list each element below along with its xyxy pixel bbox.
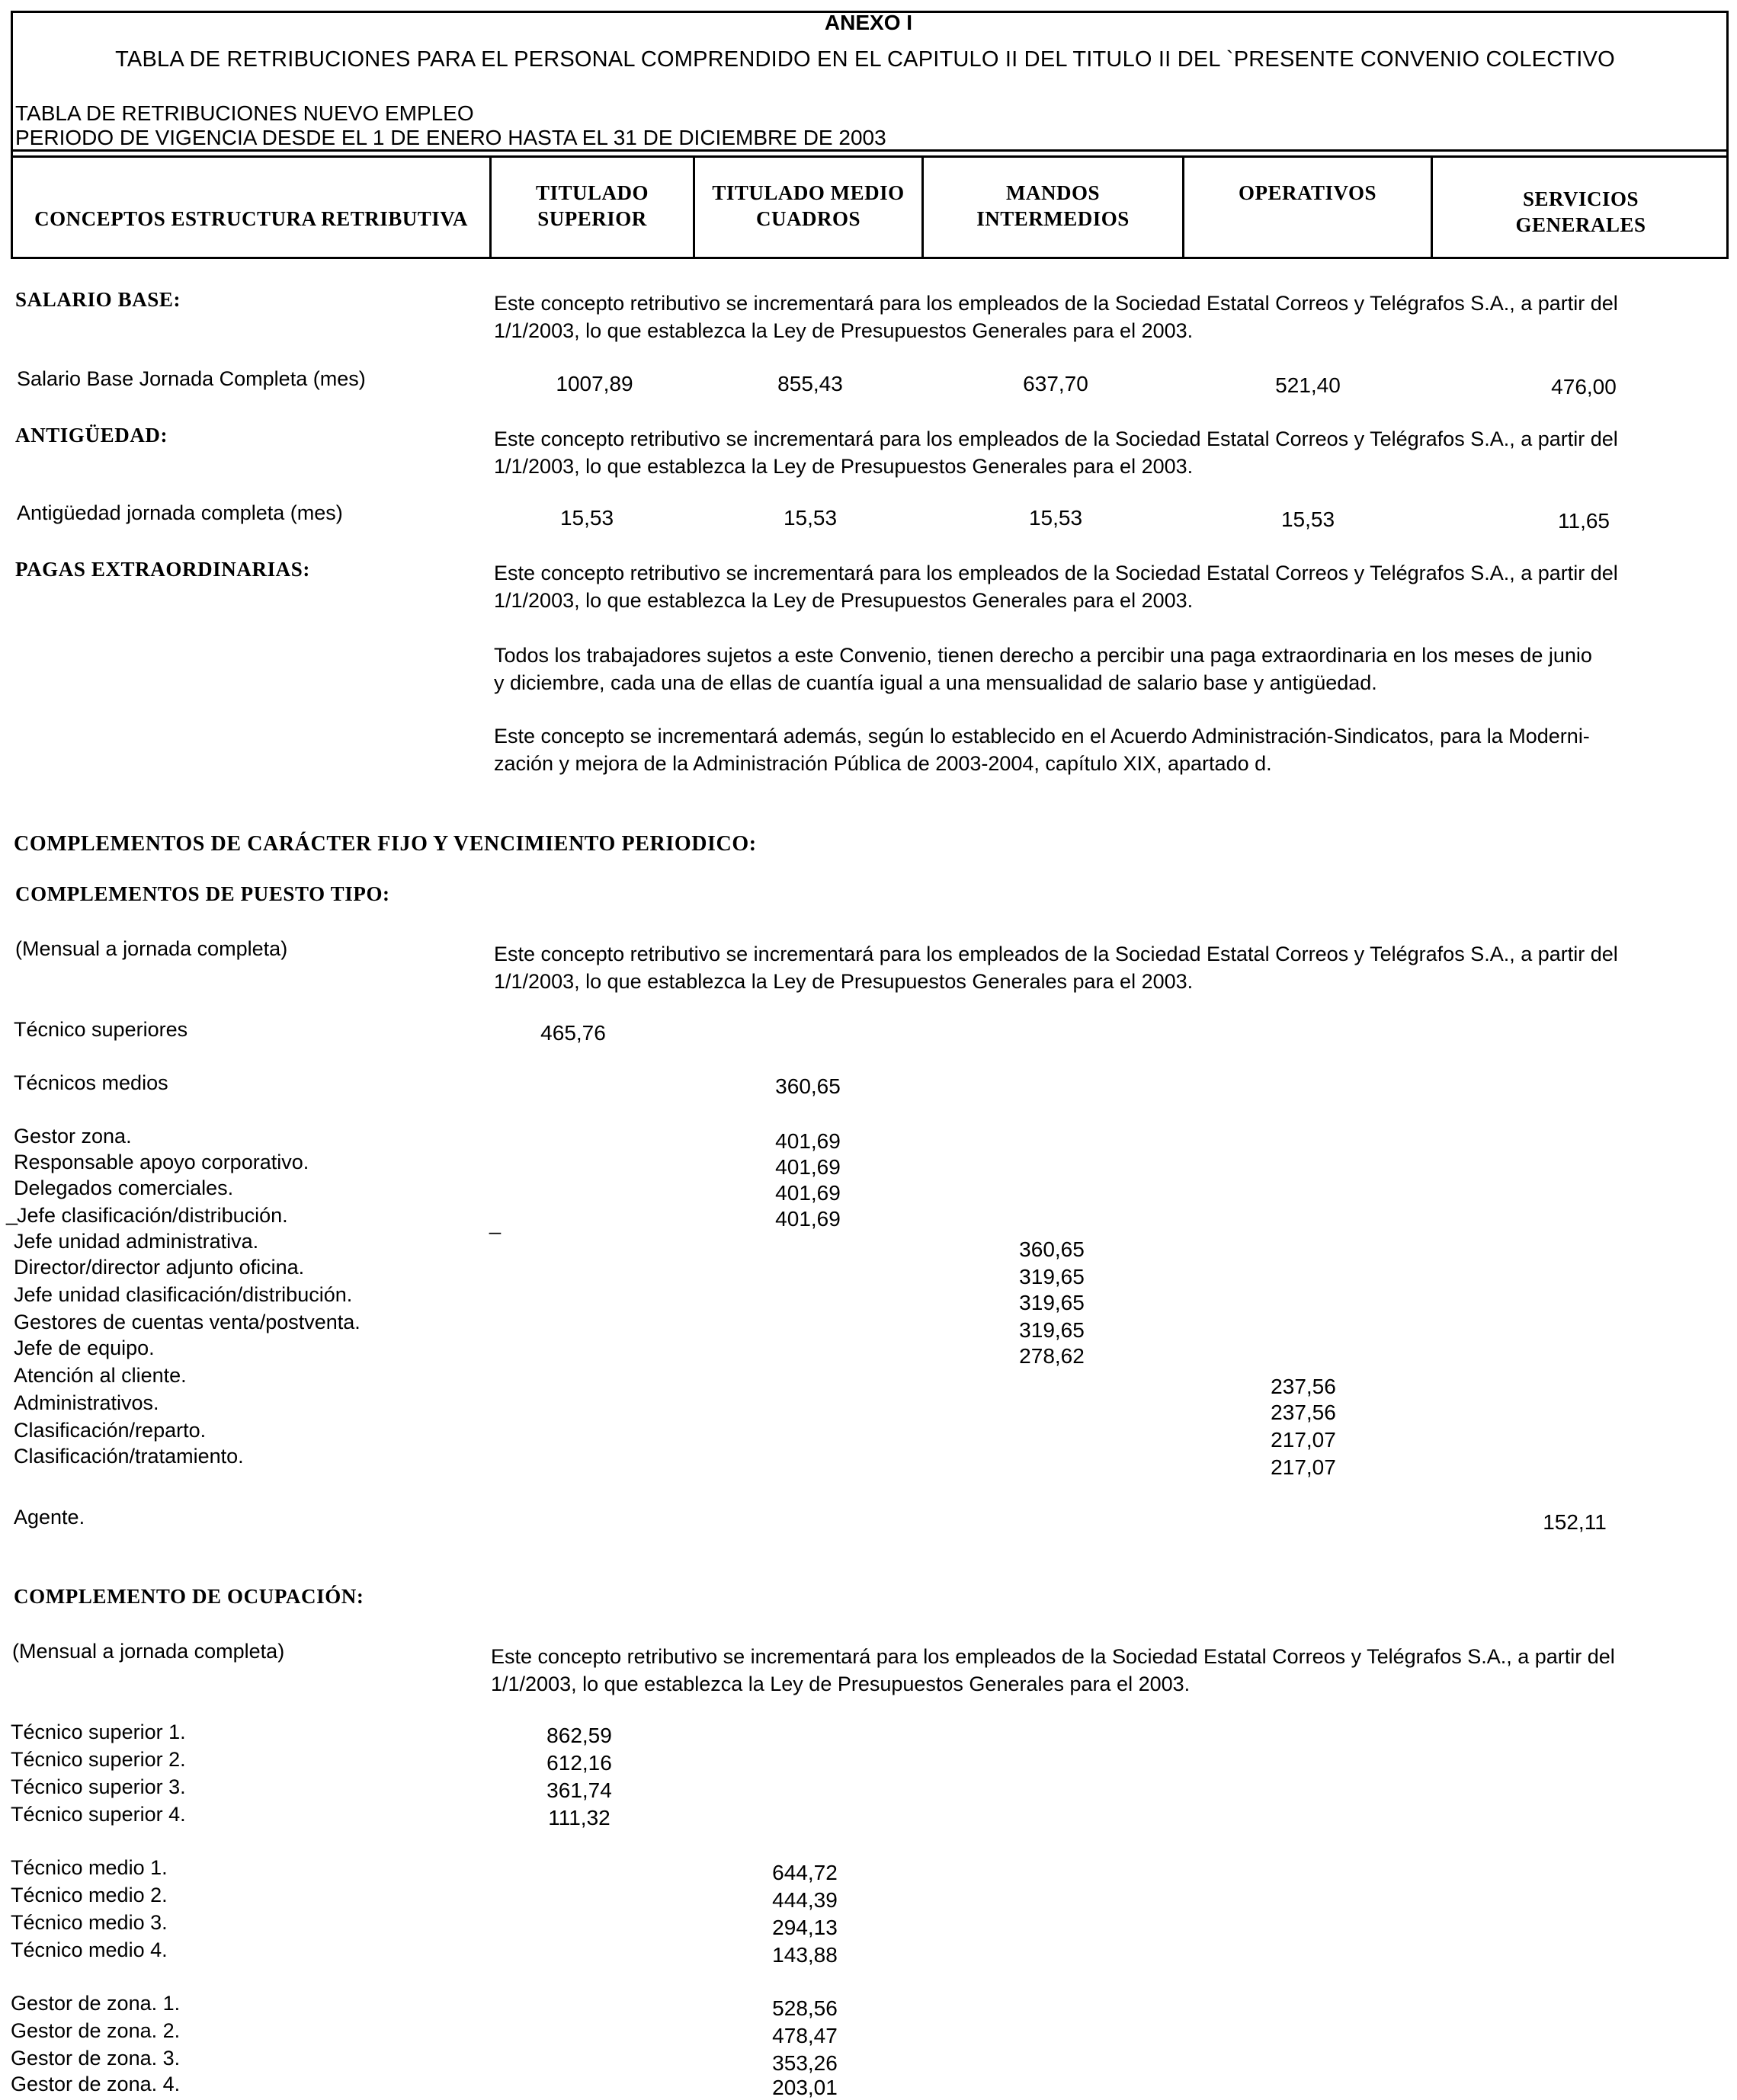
column-divider — [1182, 157, 1184, 259]
list-item-label: Gestor zona. — [14, 1125, 132, 1148]
paragraph-line2: y diciembre, cada una de ellas de cuantía igual a una mensualidad de salario base y antigüedad. — [494, 671, 1377, 694]
value-servicios-generales: 476,00 — [1551, 375, 1617, 399]
list-item-label: Técnico superior 2. — [11, 1748, 186, 1771]
list-item-label: Técnico superior 4. — [11, 1803, 186, 1826]
list-item-value: 294,13 — [772, 1916, 838, 1939]
list-item-value: 152,11 — [1543, 1510, 1607, 1534]
paragraph-line2: zación y mejora de la Administración Pública de 2003-2004, capítulo XIX, apartado d. — [494, 752, 1272, 775]
list-item-label: Administrativos. — [14, 1391, 159, 1414]
section-title-pagas-extraordinarias: PAGAS EXTRAORDINARIAS: — [15, 558, 310, 581]
increment-note — [494, 290, 1618, 344]
note-line1: Este concepto retributivo se incrementará para los empleados de la Sociedad Estatal Correos y Telégrafos S.A., a partir del — [494, 427, 1618, 450]
column-header-line1: CONCEPTOS ESTRUCTURA RETRIBUTIVA — [34, 207, 468, 230]
list-item-value: 360,65 — [775, 1074, 841, 1098]
list-item-value: 401,69 — [775, 1129, 841, 1153]
increment-note — [491, 1643, 1615, 1698]
list-item-value: 465,76 — [540, 1021, 606, 1045]
column-header-operativos — [1184, 180, 1431, 206]
list-item-value: 528,56 — [772, 1996, 838, 2020]
list-item-label: Técnico medio 2. — [11, 1884, 168, 1906]
list-item-label: Gestor de zona. 4. — [11, 2073, 181, 2095]
value-servicios-generales: 11,65 — [1558, 509, 1610, 533]
validity-period: PERIODO DE VIGENCIA DESDE EL 1 DE ENERO HASTA EL 31 DE DICIEMBRE DE 2003 — [15, 126, 886, 149]
note-line2: 1/1/2003, lo que establezca la Ley de Presupuestos Generales para el 2003. — [494, 455, 1194, 478]
section-title-ocupacion: COMPLEMENTO DE OCUPACIÓN: — [14, 1585, 364, 1608]
value-titulado-superior: 15,53 — [559, 506, 614, 530]
list-item-label: Técnico superior 3. — [11, 1775, 186, 1798]
list-item-label: Jefe clasificación/distribución. — [17, 1204, 288, 1227]
list-item-value: 444,39 — [772, 1888, 838, 1912]
list-item-value: 278,62 — [1019, 1344, 1085, 1368]
list-item-label: Atención al cliente. — [14, 1364, 187, 1387]
column-header-mandos-intermedios — [924, 180, 1182, 232]
list-item-label: Gestor de zona. 1. — [11, 1992, 181, 2015]
list-item-value: 644,72 — [772, 1861, 838, 1884]
section-title-puesto-tipo: COMPLEMENTOS DE PUESTO TIPO: — [15, 882, 390, 905]
note-line1: Este concepto retributivo se incrementará para los empleados de la Sociedad Estatal Correos y Telégrafos S.A., a partir del — [494, 292, 1618, 315]
list-item-label: Técnico superiores — [14, 1018, 188, 1041]
pagas-paragraph-2 — [494, 642, 1592, 696]
scan-dash: _ — [6, 1202, 18, 1225]
list-item-value: 111,32 — [548, 1806, 611, 1829]
note-line2: 1/1/2003, lo que establezca la Ley de Presupuestos Generales para el 2003. — [494, 970, 1194, 993]
list-item-value: 361,74 — [546, 1778, 612, 1802]
list-item-value: 319,65 — [1019, 1291, 1085, 1314]
list-item-value: 401,69 — [775, 1181, 841, 1205]
note-line2: 1/1/2003, lo que establezca la Ley de Presupuestos Generales para el 2003. — [494, 589, 1194, 612]
header-divider-double — [11, 155, 1729, 158]
scan-dash: _ — [489, 1212, 502, 1234]
list-item-label: Técnico medio 4. — [11, 1938, 168, 1961]
list-item-label: Gestor de zona. 2. — [11, 2019, 181, 2042]
increment-note — [494, 425, 1618, 480]
list-item-value: 237,56 — [1271, 1375, 1336, 1398]
list-item-label: Responsable apoyo corporativo. — [14, 1151, 309, 1173]
list-item-value: 353,26 — [772, 2051, 838, 2075]
list-item-label: Técnicos medios — [14, 1071, 168, 1094]
list-item-value: 143,88 — [772, 1943, 838, 1967]
column-header-line2: INTERMEDIOS — [976, 207, 1130, 230]
table-name: TABLA DE RETRIBUCIONES NUEVO EMPLEO — [15, 101, 474, 125]
list-item-label: Jefe unidad clasificación/distribución. — [14, 1283, 353, 1306]
mensual-label: (Mensual a jornada completa) — [15, 937, 288, 960]
increment-note — [494, 559, 1618, 614]
list-item-value: 217,07 — [1271, 1455, 1336, 1479]
value-mandos-intermedios: 637,70 — [1023, 372, 1088, 395]
value-mandos-intermedios: 15,53 — [1028, 506, 1083, 530]
list-item-value: 401,69 — [775, 1207, 841, 1231]
increment-note — [494, 940, 1618, 995]
list-item-value: 401,69 — [775, 1155, 841, 1179]
list-item-value: 319,65 — [1019, 1318, 1085, 1342]
list-item-value: 217,07 — [1271, 1428, 1336, 1452]
list-item-label: Gestor de zona. 3. — [11, 2047, 181, 2070]
list-item-label: Técnico superior 1. — [11, 1721, 186, 1743]
column-header-line2: SUPERIOR — [537, 207, 647, 230]
list-item-label: Clasificación/reparto. — [14, 1419, 207, 1442]
column-header-line1: TITULADO MEDIO — [712, 181, 905, 204]
column-header-line1: OPERATIVOS — [1239, 181, 1376, 204]
list-item-label: Jefe unidad administrativa. — [14, 1230, 259, 1253]
value-operativos: 521,40 — [1275, 373, 1341, 397]
column-header-titulado-superior — [492, 180, 693, 232]
list-item-label: Técnico medio 3. — [11, 1911, 168, 1934]
list-item-label: Jefe de equipo. — [14, 1337, 155, 1359]
list-item-value: 612,16 — [546, 1751, 612, 1775]
paragraph-line1: Todos los trabajadores sujetos a este Convenio, tienen derecho a percibir una paga extraordinaria en los meses de junio — [494, 644, 1592, 667]
section-title-complementos: COMPLEMENTOS DE CARÁCTER FIJO Y VENCIMIENTO PERIODICO: — [14, 832, 757, 856]
column-header-line1: MANDOS — [1006, 181, 1100, 204]
note-line1: Este concepto retributivo se incrementará para los empleados de la Sociedad Estatal Correos y Telégrafos S.A., a partir del — [494, 562, 1618, 584]
list-item-value: 319,65 — [1019, 1265, 1085, 1288]
note-line2: 1/1/2003, lo que establezca la Ley de Presupuestos Generales para el 2003. — [491, 1673, 1191, 1695]
list-item-label: Agente. — [14, 1506, 85, 1529]
list-item-value: 237,56 — [1271, 1401, 1336, 1424]
note-line1: Este concepto retributivo se incrementará para los empleados de la Sociedad Estatal Correos y Telégrafos S.A., a partir del — [491, 1645, 1615, 1668]
list-item-label: Gestores de cuentas venta/postventa. — [14, 1311, 361, 1333]
column-header-line1: TITULADO — [535, 181, 649, 204]
note-line2: 1/1/2003, lo que establezca la Ley de Presupuestos Generales para el 2003. — [494, 319, 1194, 342]
list-item-value: 478,47 — [772, 2024, 838, 2047]
column-header-line1: SERVICIOS — [1522, 187, 1639, 210]
value-titulado-medio: 15,53 — [783, 506, 838, 530]
list-item-label: Clasificación/tratamiento. — [14, 1445, 244, 1468]
annex-subtitle: TABLA DE RETRIBUCIONES PARA EL PERSONAL COMPRENDIDO EN EL CAPITULO II DEL TITULO II DEL `PRESENTE CONVENIO COLECTIVO — [115, 47, 1615, 72]
row-label-salario-base: Salario Base Jornada Completa (mes) — [17, 367, 366, 390]
column-header-titulado-medio — [695, 180, 921, 232]
pagas-paragraph-3 — [494, 722, 1590, 777]
list-item-label: Técnico medio 1. — [11, 1856, 168, 1879]
note-line1: Este concepto retributivo se incrementará para los empleados de la Sociedad Estatal Correos y Telégrafos S.A., a partir del — [494, 943, 1618, 965]
annex-title: ANEXO I — [824, 11, 913, 34]
value-titulado-medio: 855,43 — [777, 372, 843, 395]
column-header-conceptos — [13, 206, 489, 232]
column-header-line2: CUADROS — [755, 207, 860, 230]
list-item-value: 862,59 — [546, 1724, 612, 1747]
row-label-antiguedad: Antigüedad jornada completa (mes) — [17, 501, 343, 524]
list-item-value: 203,01 — [772, 2076, 838, 2099]
paragraph-line1: Este concepto se incrementará además, según lo establecido en el Acuerdo Administración-Sindicatos, para la Moderni- — [494, 725, 1590, 747]
section-title-salario-base: SALARIO BASE: — [15, 288, 181, 311]
column-header-servicios-generales — [1433, 186, 1729, 238]
list-item-label: Director/director adjunto oficina. — [14, 1256, 305, 1279]
value-operativos: 15,53 — [1280, 507, 1335, 531]
section-title-antiguedad: ANTIGÜEDAD: — [15, 424, 168, 447]
mensual-label: (Mensual a jornada completa) — [12, 1640, 285, 1663]
list-item-value: 360,65 — [1019, 1237, 1085, 1261]
list-item-label: Delegados comerciales. — [14, 1176, 234, 1199]
value-titulado-superior: 1007,89 — [556, 372, 633, 395]
column-header-line2: GENERALES — [1515, 213, 1646, 236]
